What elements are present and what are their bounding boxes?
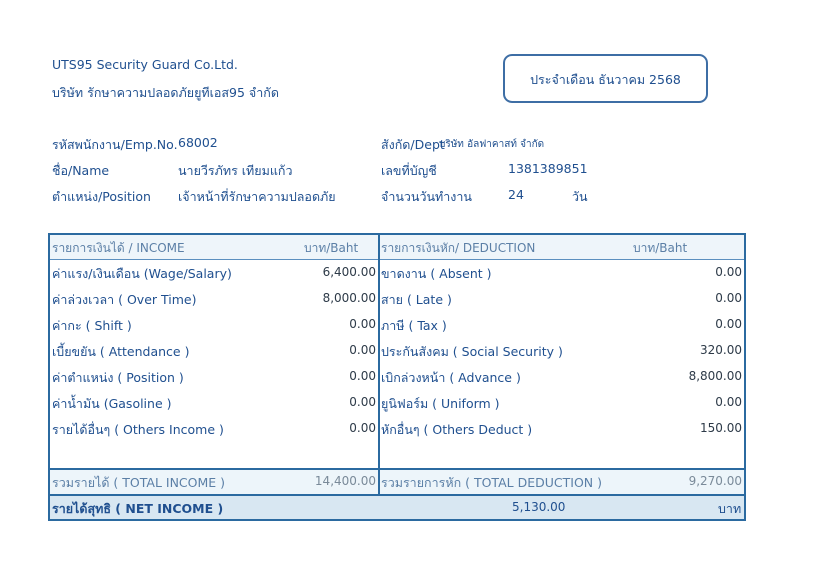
deduction-item-label: ภาษี ( Tax ): [381, 318, 447, 333]
name-label: ชื่อ/Name: [52, 163, 110, 178]
deduction-item-label: ประกันสังคม ( Social Security ): [381, 344, 563, 359]
position-value: เจ้าหน้าที่รักษาความปลอดภัย: [178, 189, 336, 204]
pay-period-box: [503, 54, 708, 103]
deduction-item-amount: 0.00: [715, 317, 742, 331]
income-item-label: ค่าล่วงเวลา ( Over Time): [52, 292, 197, 307]
deduction-item-label: ขาดงาน ( Absent ): [381, 266, 492, 281]
income-item-label: เบี้ยขยัน ( Attendance ): [52, 344, 190, 359]
income-item-label: ค่ากะ ( Shift ): [52, 318, 132, 333]
total-deduction-amount: 9,270.00: [688, 474, 742, 488]
company-name-th: บริษัท รักษาความปลอดภัยยูทีเอส95 จำกัด: [52, 85, 279, 100]
deduction-item-label: ยูนิฟอร์ม ( Uniform ): [381, 396, 500, 411]
payslip-table: [48, 233, 746, 521]
company-name-en: UTS95 Security Guard Co.Ltd.: [52, 57, 238, 72]
workdays-unit: วัน: [572, 189, 588, 204]
income-item-amount: 0.00: [349, 369, 376, 383]
income-item-amount: 0.00: [349, 343, 376, 357]
deduction-item-amount: 150.00: [700, 421, 742, 435]
deduction-unit-header: บาท/Baht: [633, 241, 688, 255]
workdays-label: จำนวนวันทำงาน: [381, 189, 472, 204]
total-income-label: รวมรายได้ ( TOTAL INCOME ): [52, 475, 226, 490]
income-item-amount: 0.00: [349, 317, 376, 331]
income-item-label: รายได้อื่นๆ ( Others Income ): [52, 422, 224, 437]
deduction-item-amount: 8,800.00: [688, 369, 742, 383]
net-income-amount: 5,130.00: [512, 500, 566, 514]
deduction-header: รายการเงินหัก/ DEDUCTION: [381, 241, 536, 255]
account-label: เลขที่บัญชี: [381, 163, 437, 178]
deduction-item-amount: 0.00: [715, 291, 742, 305]
income-item-label: ค่าแรง/เงินเดือน (Wage/Salary): [52, 266, 232, 281]
workdays-value: 24: [508, 187, 524, 202]
column-divider: [378, 235, 380, 495]
position-label: ตำแหน่ง/Position: [52, 189, 151, 204]
pay-period: ประจำเดือน ธันวาคม 2568: [530, 72, 681, 87]
deduction-item-amount: 0.00: [715, 395, 742, 409]
dept-value: บริษัท อัลฟาคาสท์ จำกัด: [439, 139, 545, 150]
income-item-amount: 0.00: [349, 395, 376, 409]
income-header: รายการเงินได้ / INCOME: [52, 241, 185, 255]
total-deduction-label: รวมรายการหัก ( TOTAL DEDUCTION ): [381, 475, 602, 490]
dept-label: สังกัด/Dept: [381, 137, 445, 152]
account-value: 1381389851: [508, 161, 588, 176]
income-unit-header: บาท/Baht: [304, 241, 359, 255]
emp-no-label: รหัสพนักงาน/Emp.No.: [52, 137, 178, 152]
deduction-item-amount: 0.00: [715, 265, 742, 279]
income-item-label: ค่าตำแหน่ง ( Position ): [52, 370, 184, 385]
net-income-unit: บาท: [718, 501, 742, 516]
net-income-label: รายได้สุทธิ ( NET INCOME ): [52, 501, 224, 516]
income-item-amount: 8,000.00: [322, 291, 376, 305]
name-value: นายวีรภัทร เทียมแก้ว: [178, 163, 293, 178]
income-item-amount: 0.00: [349, 421, 376, 435]
income-item-label: ค่าน้ำมัน (Gasoline ): [52, 396, 172, 411]
deduction-item-label: หักอื่นๆ ( Others Deduct ): [381, 422, 533, 437]
deduction-item-label: สาย ( Late ): [381, 292, 452, 307]
total-income-amount: 14,400.00: [314, 474, 376, 488]
income-item-amount: 6,400.00: [322, 265, 376, 279]
deduction-item-label: เบิกล่วงหน้า ( Advance ): [381, 370, 521, 385]
emp-no-value: 68002: [178, 135, 218, 150]
deduction-item-amount: 320.00: [700, 343, 742, 357]
